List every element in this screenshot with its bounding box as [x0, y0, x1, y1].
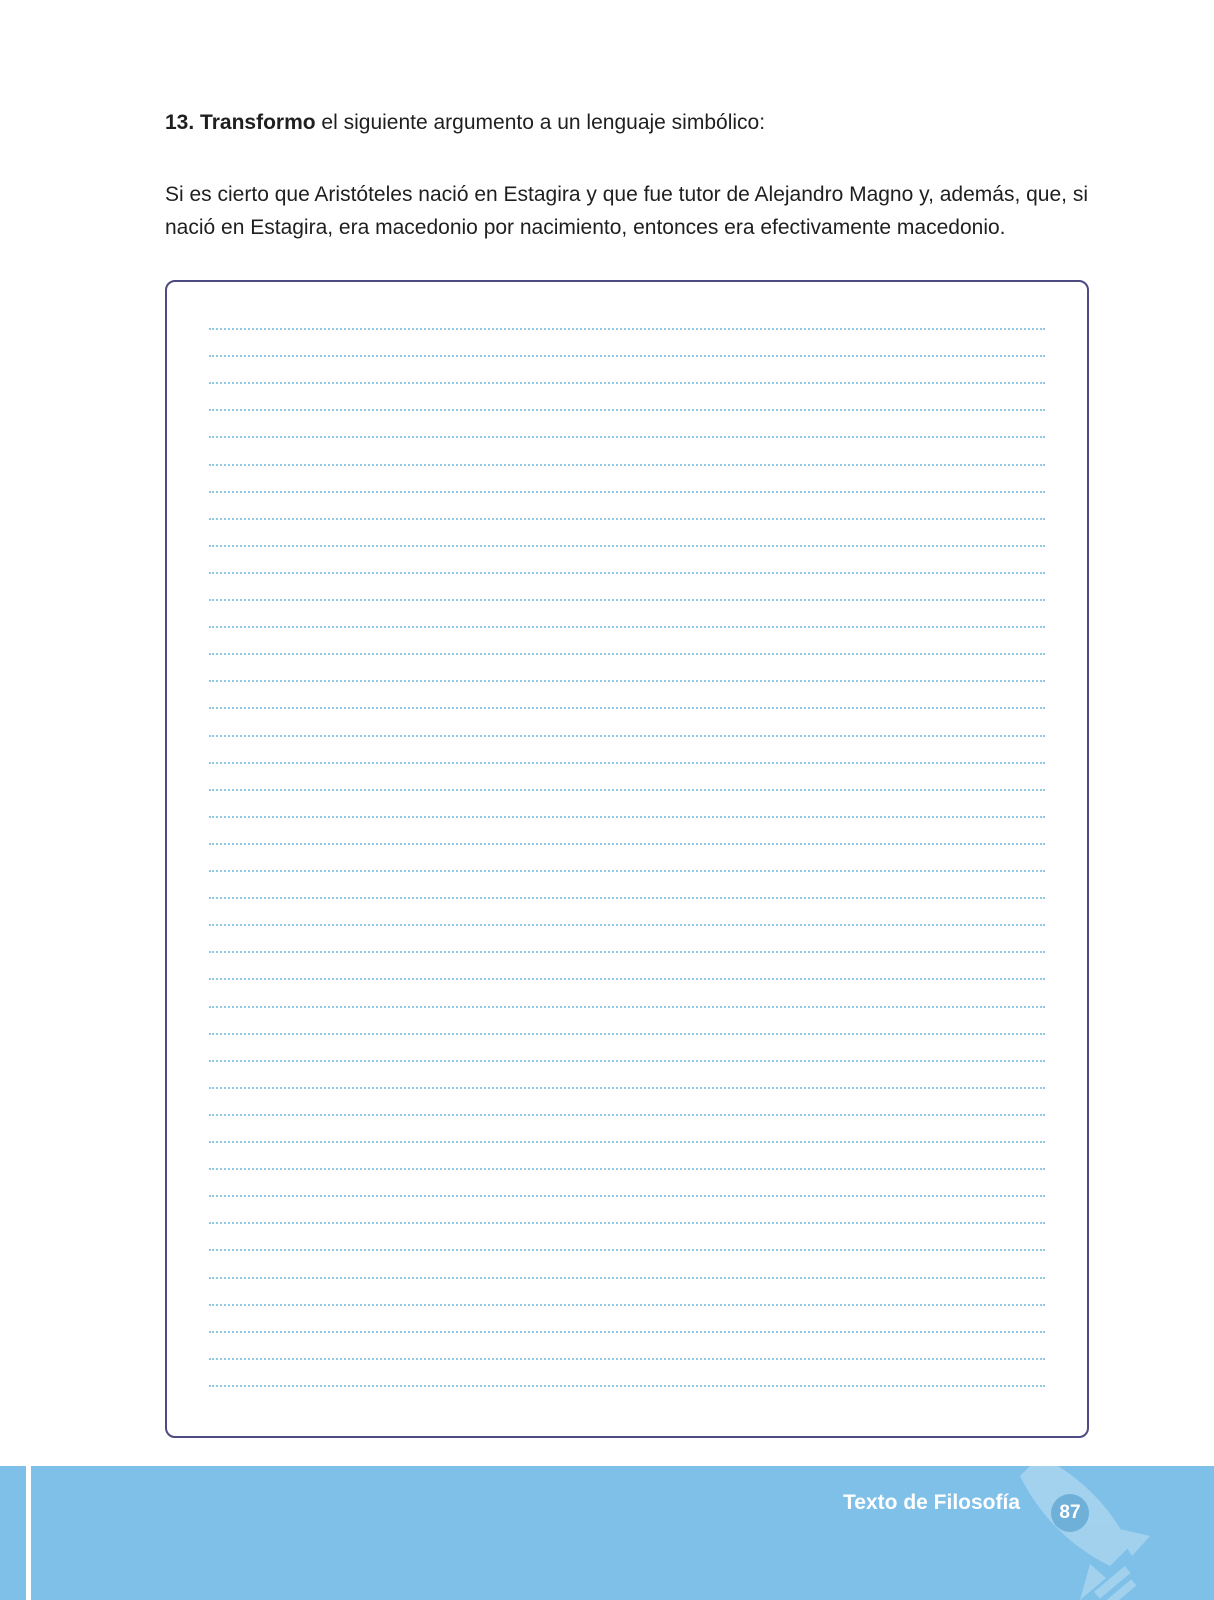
- writing-line: [209, 1277, 1045, 1279]
- writing-line: [209, 1033, 1045, 1035]
- writing-line: [209, 897, 1045, 899]
- writing-line: [209, 599, 1045, 601]
- writing-line: [209, 707, 1045, 709]
- writing-line: [209, 762, 1045, 764]
- writing-line: [209, 735, 1045, 737]
- writing-line: [209, 491, 1045, 493]
- writing-line: [209, 1222, 1045, 1224]
- exercise-heading: [165, 108, 1085, 138]
- writing-line: [209, 1114, 1045, 1116]
- writing-line: [209, 653, 1045, 655]
- exercise-number: 13.: [165, 111, 195, 134]
- writing-line: [209, 1141, 1045, 1143]
- writing-line: [209, 1060, 1045, 1062]
- writing-line: [209, 518, 1045, 520]
- writing-line: [209, 626, 1045, 628]
- rocket-icon: [1020, 1466, 1170, 1600]
- argument-text: Si es cierto que Aristóteles nació en Estagira y que fue tutor de Alejandro Magno y, además, que, si nació en Estagira, era macedonio por nacimiento, entonces era efectivamente macedonio.: [165, 183, 1088, 239]
- writing-line: [209, 870, 1045, 872]
- footer-band: [0, 1466, 1214, 1600]
- exercise-instruction: el siguiente argumento a un lenguaje simbólico:: [321, 111, 766, 134]
- writing-line: [209, 1087, 1045, 1089]
- writing-line: [209, 1331, 1045, 1333]
- writing-line: [209, 789, 1045, 791]
- writing-line: [209, 1195, 1045, 1197]
- writing-line: [209, 545, 1045, 547]
- writing-line: [209, 355, 1045, 357]
- writing-line: [209, 680, 1045, 682]
- book-title: Texto de Filosofía: [843, 1491, 1020, 1514]
- answer-lines: [209, 328, 1045, 1406]
- writing-line: [209, 409, 1045, 411]
- writing-line: [209, 464, 1045, 466]
- writing-line: [209, 924, 1045, 926]
- writing-line: [209, 572, 1045, 574]
- writing-line: [209, 436, 1045, 438]
- writing-line: [209, 1249, 1045, 1251]
- writing-line: [209, 816, 1045, 818]
- writing-line: [209, 978, 1045, 980]
- exercise-verb: Transformo: [200, 111, 316, 134]
- writing-line: [209, 951, 1045, 953]
- page-number: 87: [1059, 1502, 1081, 1523]
- page-number-badge: [1051, 1494, 1089, 1532]
- answer-box[interactable]: [165, 280, 1089, 1438]
- writing-line: [209, 328, 1045, 330]
- writing-line: [209, 843, 1045, 845]
- writing-line: [209, 1385, 1045, 1387]
- writing-line: [209, 382, 1045, 384]
- writing-line: [209, 1006, 1045, 1008]
- writing-line: [209, 1168, 1045, 1170]
- writing-line: [209, 1358, 1045, 1360]
- writing-line: [209, 1304, 1045, 1306]
- footer-stripe: [26, 1466, 31, 1600]
